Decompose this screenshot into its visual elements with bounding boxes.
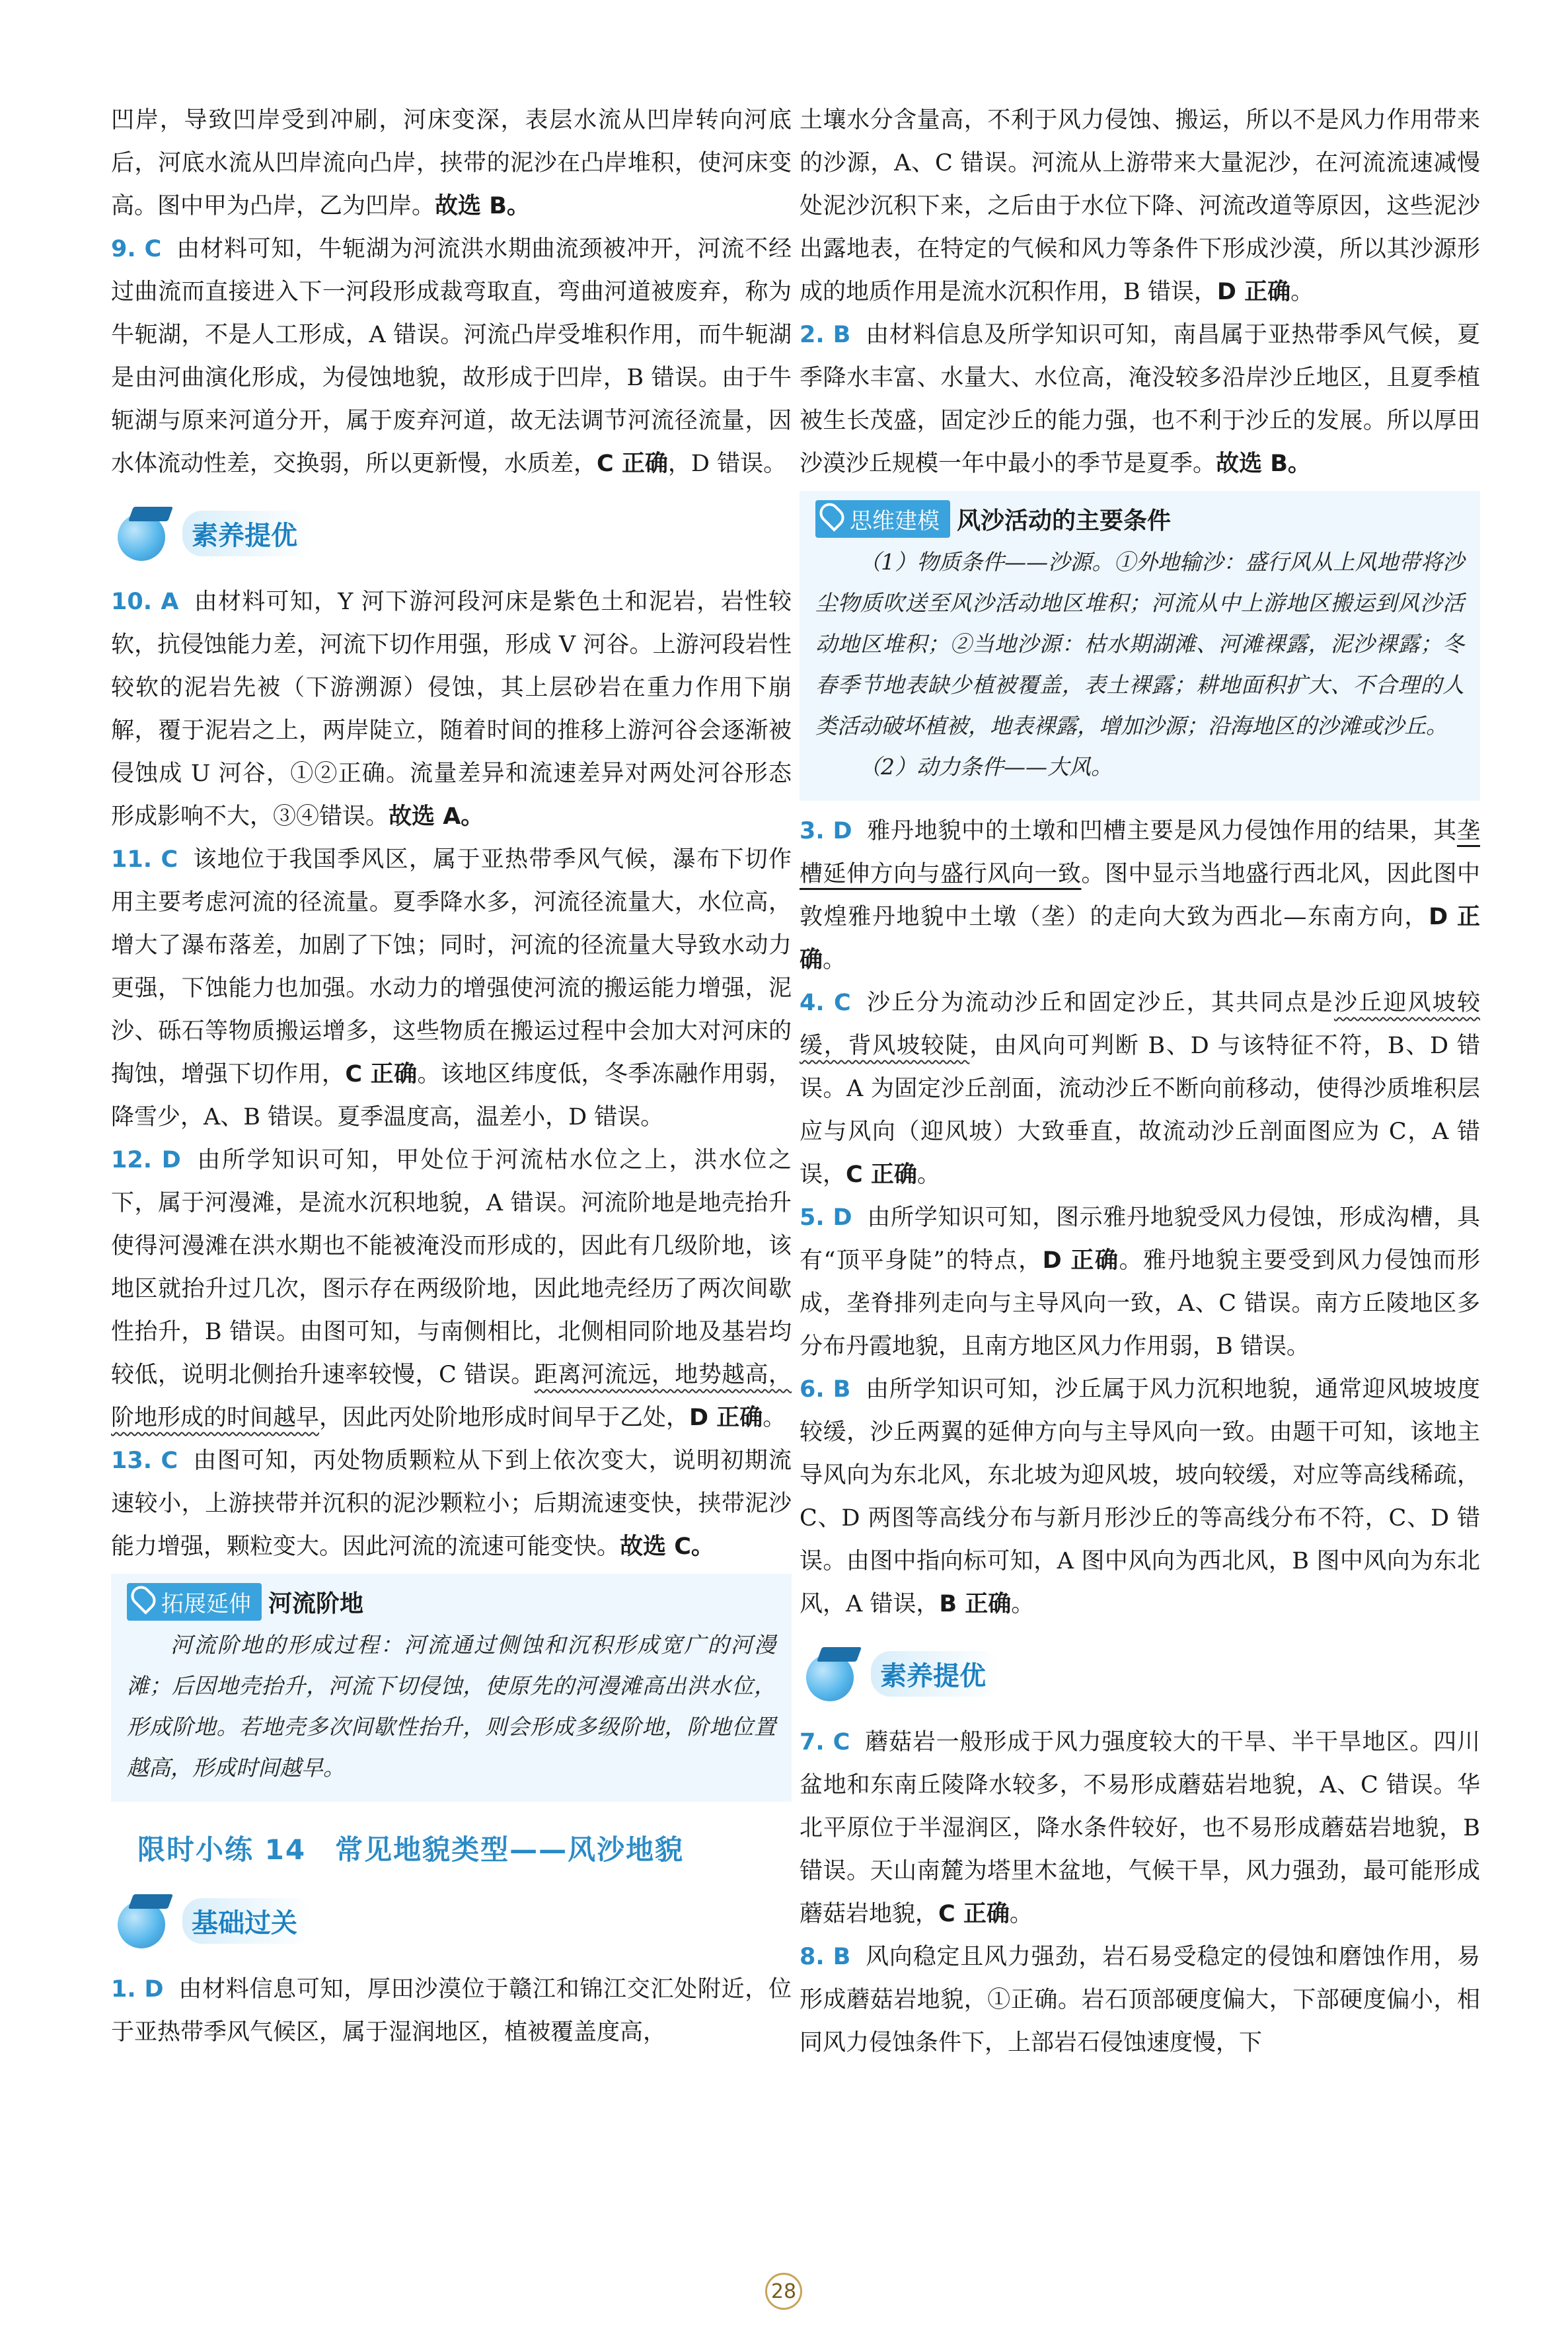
box-text: （1）物质条件——沙源。①外地输沙：盛行风从上风地带将沙尘物质吹送至风沙活动地区堆积；河流从中上游地区搬运到风沙活动地区堆积；②当地沙源：枯水期湖滩、河滩裸露，泥沙裸露；冬春季节地表缺少植被覆盖，表土裸露；耕地面积扩大、不合理的人类活动破坏植被，地表裸露，增加沙源；沿海地区的沙滩或沙丘。 — [815, 549, 1464, 739]
answer-7: 7. C 蘑菇岩一般形成于风力强度较大的干旱、半干旱地区。四川盆地和东南丘陵降水较多，不易形成蘑菇岩地貌，A、C 错误。华北平原位于半湿润区，降水条件较好，也不易形成蘑菇岩地貌，B 错误。天山南麓为塔里木盆地，气候干旱，风力强劲，最可能形成蘑菇岩地貌，C 正确。 — [800, 1729, 1480, 1927]
box-title: 河流阶地 — [268, 1590, 364, 1617]
answer-9: 9. C 由材料可知，牛轭湖为河流洪水期曲流颈被冲开，河流不经过曲流而直接进入下一河段形成裁弯取直，弯曲河道被废弃，称为牛轭湖，不是人工形成，A 错误。河流凸岸受堆积作用，而牛轭湖是由河曲演化形成，为侵蚀地貌，故形成于凹岸，B 错误。由于牛轭湖与原来河道分开，属于废弃河道，故无法调节河流径流量，因水体流动性差，交换弱，所以更新慢，水质差，C 正确，D 错误。 — [111, 236, 792, 477]
box-title: 风沙活动的主要条件 — [957, 507, 1172, 535]
answer-11: 11. C 该地位于我国季风区，属于亚热带季风气候，瀑布下切作用主要考虑河流的径流量。夏季降水多，河流径流量大，水位高，增大了瀑布落差，加剧了下蚀；同时，河流的径流量大导致水动力更强，下蚀能力也加强。水动力的增强使河流的搬运能力增强，泥沙、砾石等物质搬运增多，这些物质在搬运过程中会加大对河床的掏蚀，增强下切作用，C 正确。该地区纬度低，冬季冻融作用弱，降雪少，A、B 错误。夏季温度高，温差小，D 错误。 — [111, 846, 792, 1130]
globe-cap-icon — [111, 500, 177, 566]
answer-number: 9. C — [111, 236, 162, 262]
wavy-underline-text: 沙丘迎风坡较缓，背风坡较陡 — [800, 990, 1480, 1059]
answer-2: 2. B 由材料信息及所学知识可知，南昌属于亚热带季风气候，夏季降水丰富、水量大、水位高，淹没较多沿岸沙丘地区，且夏季植被生长茂盛，固定沙丘的能力强，也不利于沙丘的发展。所以厚田沙漠沙丘规模一年中最小的季节是夏季。故选 B。 — [800, 322, 1480, 477]
page-number: 28 — [765, 2273, 802, 2310]
section-header-jichu — [111, 1881, 792, 1960]
left-column — [111, 99, 792, 2054]
section-title: 基础过关 — [182, 1898, 313, 1944]
box-tag: 思维建模 — [815, 500, 950, 538]
thinking-model-box — [800, 491, 1480, 801]
section-header-suyang — [111, 494, 792, 573]
answer-4: 4. C 沙丘分为流动沙丘和固定沙丘，其共同点是沙丘迎风坡较缓，背风坡较陡，由风向可判断 B、D 与该特征不符，B、D 错误。A 为固定沙丘剖面，流动沙丘不断向前移动，使得沙质堆积层应与风向（迎风坡）大致垂直，故流动沙丘剖面图应为 C，A 错误，C 正确。 — [800, 990, 1480, 1188]
answer-5: 5. D 由所学知识可知，图示雅丹地貌受风力侵蚀，形成沟槽，具有“顶平身陡”的特点，D 正确。雅丹地貌主要受到风力侵蚀而形成，垄脊排列走向与主导风向一致，A、C 错误。南方丘陵地区多分布丹霞地貌，且南方地区风力作用弱，B 错误。 — [800, 1204, 1480, 1360]
answer-6: 6. B 由所学知识可知，沙丘属于风力沉积地貌，通常迎风坡坡度较缓，沙丘两翼的延伸方向与主导风向一致。由题干可知，该地主导风向为东北风，东北坡为迎风坡，坡向较缓，对应等高线稀疏，C、D 两图等高线分布与新月形沙丘的等高线分布不符，C、D 错误。由图中指向标可知，A 图中风向为西北风，B 图中风向为东北风，A 错误，B 正确。 — [800, 1376, 1480, 1617]
box-text: （2）动力条件——大风。 — [859, 754, 1113, 780]
answer-1: 1. D 由材料信息可知，厚田沙漠位于赣江和锦江交汇处附近，位于亚热带季风气候区，属于湿润地区，植被覆盖度高， — [111, 1976, 792, 2046]
globe-cap-icon — [800, 1641, 866, 1707]
answer-10: 10. A 由材料可知，Y 河下游河段河床是紫色土和泥岩，岩性较软，抗侵蚀能力差，河流下切作用强，形成 V 河谷。上游河段岩性较软的泥岩先被（下游溯源）侵蚀，其上层砂岩在重力作用下崩解，覆于泥岩之上，两岸陡立，随着时间的推移上游河谷会逐渐被侵蚀成 U 河谷，①②正确。流量差异和流速差异对两处河谷形态形成影响不大，③④错误。故选 A。 — [111, 589, 792, 830]
answer-3: 3. D 雅丹地貌中的土墩和凹槽主要是风力侵蚀作用的结果，其垄槽延伸方向与盛行风向一致。图中显示当地盛行西北风，因此图中敦煌雅丹地貌中土墩（垄）的走向大致为西北—东南方向，D 正确。 — [800, 818, 1480, 973]
continued-paragraph: 土壤水分含量高，不利于风力侵蚀、搬运，所以不是风力作用带来的沙源，A、C 错误。河流从上游带来大量泥沙，在河流流速减慢处泥沙沉积下来，之后由于水位下降、河流改道等原因，这些泥沙出露地表，在特定的气候和风力等条件下形成沙漠，所以其沙源形成的地质作用是流水沉积作用，B 错误，D 正确。 — [800, 107, 1480, 305]
map-pin-icon — [127, 1582, 159, 1614]
wavy-underline-text: 距离河流远，地势越高，阶地形成的时间越早 — [111, 1362, 792, 1431]
box-tag: 拓展延伸 — [127, 1583, 262, 1621]
section-title: 素养提优 — [871, 1651, 1002, 1697]
underlined-text: 垄槽延伸方向与盛行风向一致 — [800, 818, 1480, 887]
answer-13: 13. C 由图可知，丙处物质颗粒从下到上依次变大，说明初期流速较小，上游挟带并沉积的泥沙颗粒小；后期流速变快，挟带泥沙能力增强，颗粒变大。因此河流的流速可能变快。故选 C。 — [111, 1448, 792, 1560]
extension-box — [111, 1574, 792, 1802]
answer-8: 8. B 风向稳定且风力强劲，岩石易受稳定的侵蚀和磨蚀作用，易形成蘑菇岩地貌，①正确。岩石顶部硬度偏大，下部硬度偏小，相同风力侵蚀条件下，上部岩石侵蚀速度慢，下 — [800, 1944, 1480, 2056]
answer-12: 12. D 由所学知识可知，甲处位于河流枯水位之上，洪水位之下，属于河漫滩，是流水沉积地貌，A 错误。河流阶地是地壳抬升使得河漫滩在洪水期也不能被淹没而形成的，因此有几级阶地，该地区就抬升过几次，图示存在两级阶地，因此地壳经历了两次间歇性抬升，B 错误。由图可知，与南侧相比，北侧相同阶地及基岩均较低，说明北侧抬升速率较慢，C 错误。距离河流远，地势越高，阶地形成的时间越早，因此丙处阶地形成时间早于乙处，D 正确。 — [111, 1147, 792, 1431]
globe-cap-icon — [111, 1888, 177, 1954]
practice-title: 限时小练 14 常见地貌类型——风沙地貌 — [137, 1833, 685, 1866]
map-pin-icon — [815, 499, 848, 531]
right-column — [800, 99, 1480, 2065]
continued-paragraph: 凹岸，导致凹岸受到冲刷，河床变深，表层水流从凹岸转向河底后，河底水流从凹岸流向凸岸，挟带的泥沙在凸岸堆积，使河床变高。图中甲为凸岸，乙为凹岸。故选 B。 — [111, 107, 792, 219]
section-title: 素养提优 — [182, 511, 313, 556]
box-text: 河流阶地的形成过程：河流通过侧蚀和沉积形成宽广的河漫滩；后因地壳抬升，河流下切侵蚀，使原先的河漫滩高出洪水位，形成阶地。若地壳多次间歇性抬升，则会形成多级阶地，阶地位置越高，形成时间越早。 — [127, 1632, 776, 1781]
section-header-suyang — [800, 1634, 1480, 1713]
